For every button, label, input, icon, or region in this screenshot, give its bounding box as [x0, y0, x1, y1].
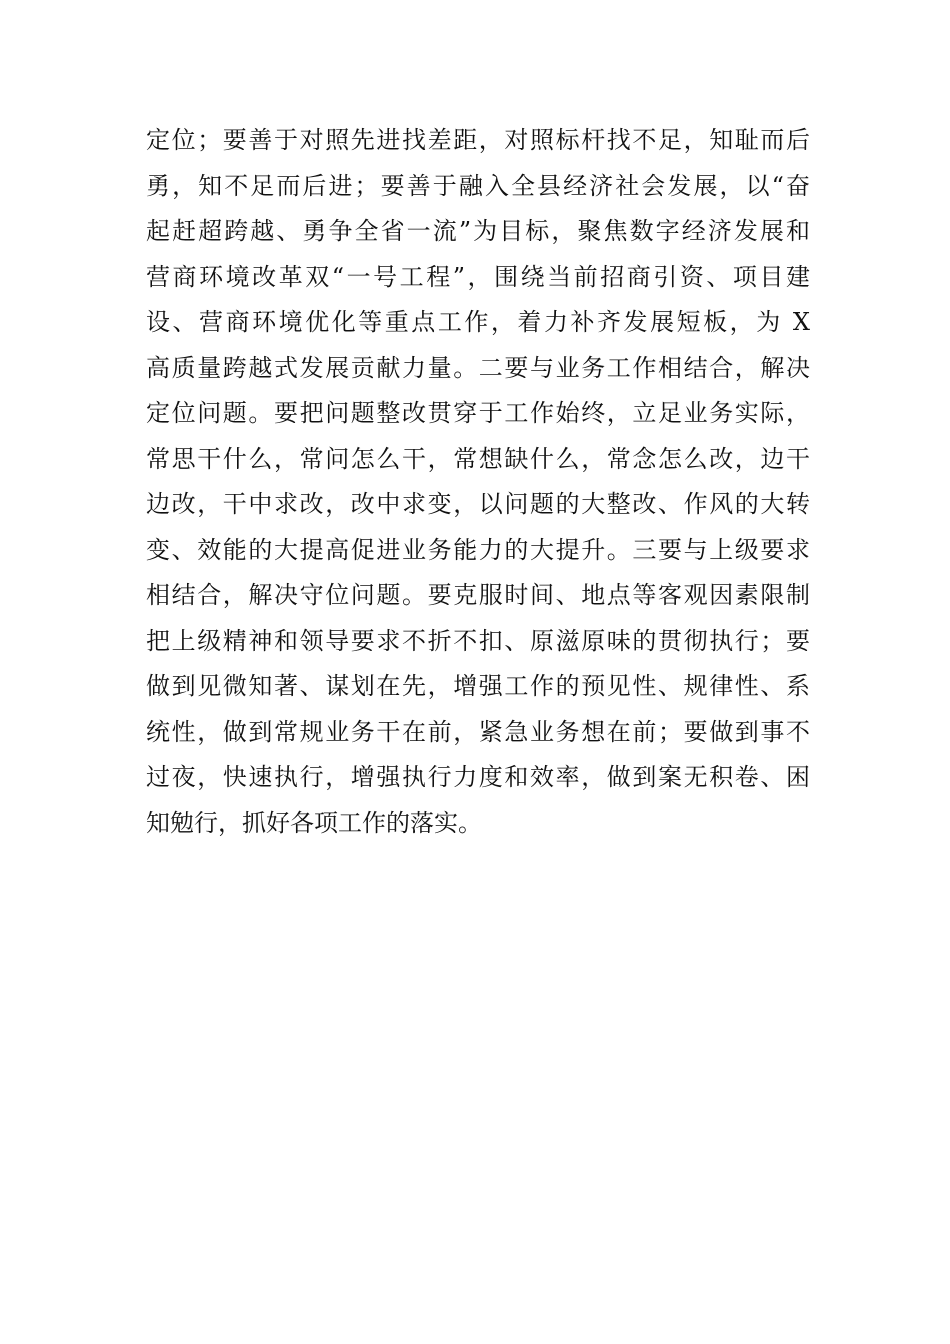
text-line: 勇，知不足而后进；要善于融入全县经济社会发展，以“奋 [146, 171, 810, 200]
text-line: 起赶超跨越、勇争全省一流”为目标，聚焦数字经济发展和 [146, 217, 810, 245]
text-line: 相结合，解决守位问题。要克服时间、地点等客观因素限制 [146, 581, 810, 609]
text-line: 定位；要善于对照先进找差距，对照标杆找不足，知耻而后 [146, 126, 810, 154]
text-line: 高质量跨越式发展贡献力量。二要与业务工作相结合，解决 [146, 353, 810, 382]
text-line: 变、效能的大提高促进业务能力的大提升。三要与上级要求 [146, 535, 810, 564]
body-paragraph [146, 118, 810, 846]
text-line: 边改，干中求改，改中求变，以问题的大整改、作风的大转 [146, 490, 810, 518]
text-line: 常思干什么，常问怎么干，常想缺什么，常念怎么改，边干 [146, 444, 810, 473]
text-line: 定位问题。要把问题整改贯穿于工作始终，立足业务实际， [146, 399, 810, 427]
text-line: 做到见微知著、谋划在先，增强工作的预见性、规律性、系 [146, 672, 810, 700]
text-line: 过夜，快速执行，增强执行力度和效率，做到案无积卷、困 [146, 763, 810, 791]
text-line: 知勉行，抓好各项工作的落实。 [146, 808, 482, 837]
text-line: 设、营商环境优化等重点工作，着力补齐发展短板，为 X [146, 308, 810, 336]
text-line: 营商环境改革双“一号工程”，围绕当前招商引资、项目建 [146, 262, 810, 291]
text-line: 统性，做到常规业务干在前，紧急业务想在前；要做到事不 [146, 717, 810, 746]
text-line: 把上级精神和领导要求不折不扣、原滋原味的贯彻执行；要 [146, 626, 810, 655]
